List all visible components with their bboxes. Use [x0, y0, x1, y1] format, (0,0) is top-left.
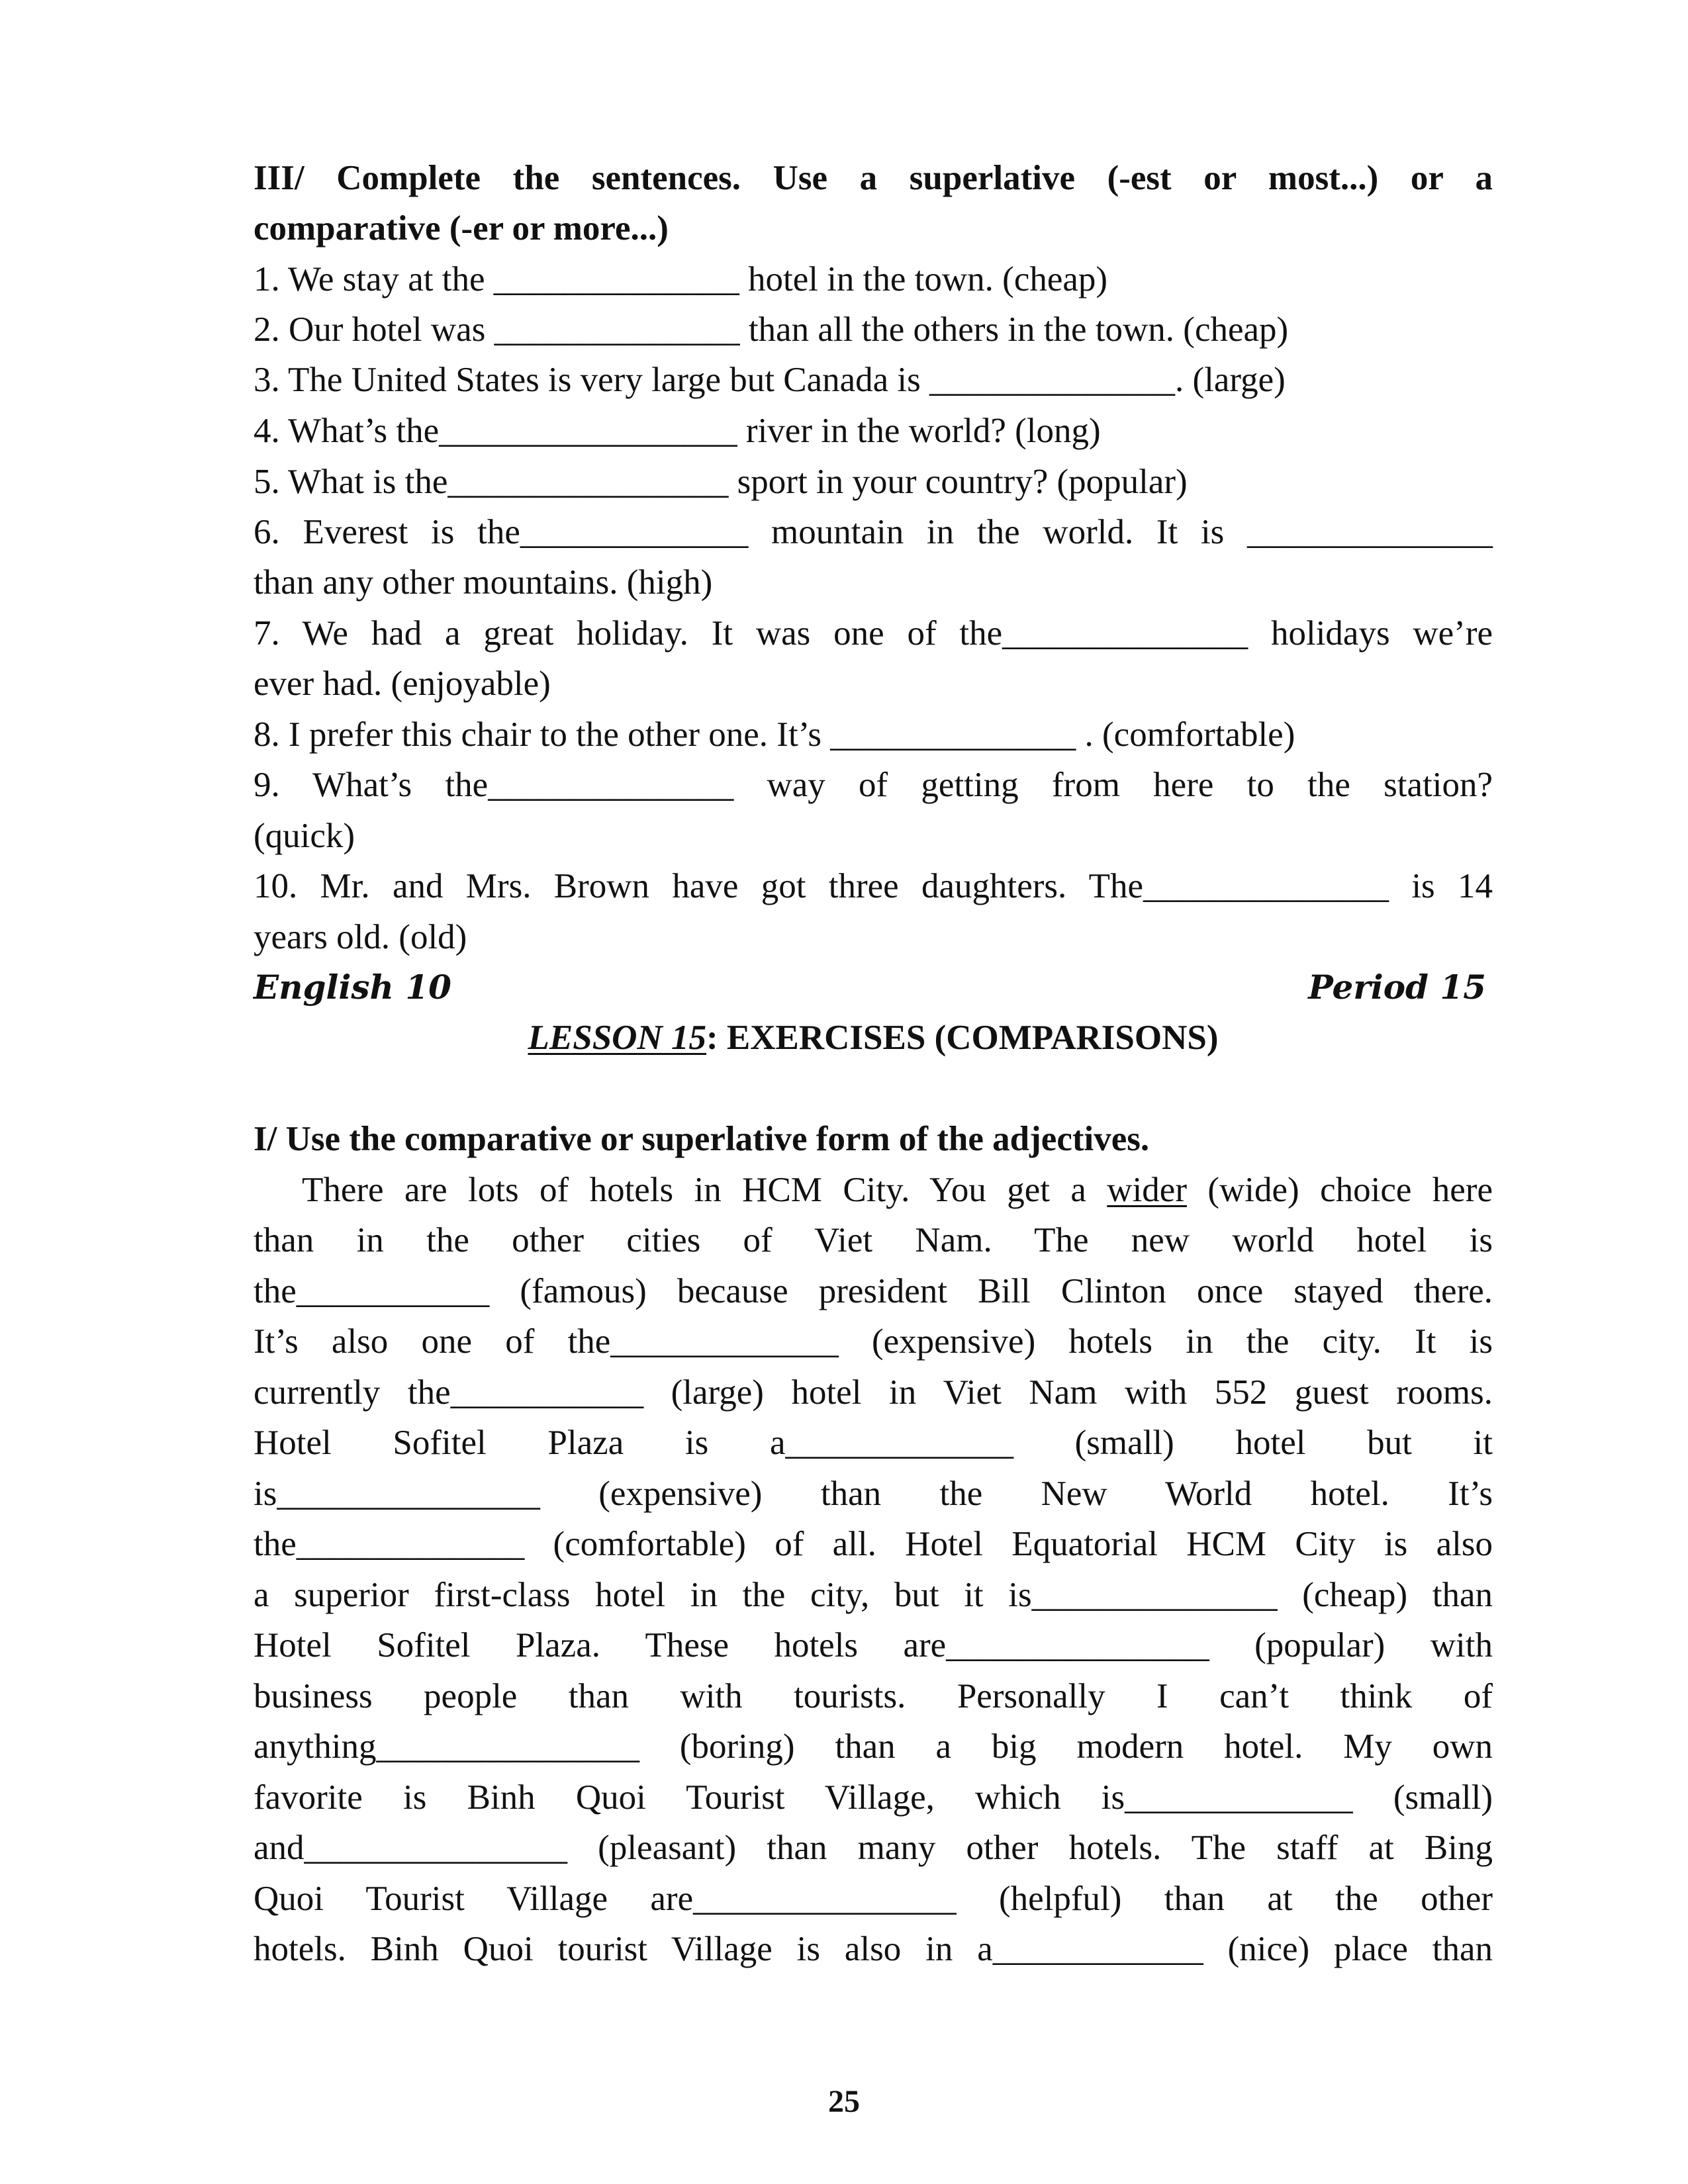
exercise-3-line: 6. Everest is the_____________ mountain in the world. It is ______________	[254, 513, 1493, 551]
section-3-heading-line-1: III/ Complete the sentences. Use a superlative (-est or most...) or a	[254, 159, 1493, 197]
paragraph-line: Quoi Tourist Village are_______________ (helpful) than at the other	[254, 1880, 1493, 1918]
page-number: 25	[828, 2084, 860, 2119]
section-3-heading-line-2: comparative (-er or more...)	[254, 209, 669, 248]
lesson-number: LESSON 15	[528, 1019, 706, 1057]
paragraph-line: anything_______________ (boring) than a big modern hotel. My own	[254, 1727, 1493, 1766]
paragraph-line: hotels. Binh Quoi tourist Village is also in a____________ (nice) place than	[254, 1930, 1493, 1968]
section-1-heading: I/ Use the comparative or superlative form of the adjectives.	[254, 1120, 1150, 1158]
subject-label: English 10	[254, 968, 451, 1007]
exercise-3-line: 4. What’s the_________________ river in the world? (long)	[254, 412, 1101, 450]
paragraph-line: It’s also one of the_____________ (expensive) hotels in the city. It is	[254, 1322, 1493, 1361]
example-answer: wider	[1107, 1171, 1187, 1209]
paragraph-first-line	[302, 1169, 1493, 1211]
paragraph-line: and_______________ (pleasant) than many other hotels. The staff at Bing	[254, 1829, 1493, 1867]
paragraph-line: than in the other cities of Viet Nam. The new world hotel is	[254, 1221, 1493, 1259]
exercise-3-line: 2. Our hotel was ______________ than all the others in the town. (cheap)	[254, 310, 1289, 349]
lesson-title	[254, 1017, 1493, 1059]
exercise-3-line: 3. The United States is very large but Canada is ______________. (large)	[254, 361, 1286, 399]
paragraph-line: business people than with tourists. Personally I can’t think of	[254, 1677, 1493, 1715]
page-header	[254, 966, 1493, 1009]
exercise-3-line: 10. Mr. and Mrs. Brown have got three daughters. The______________ is 14	[254, 867, 1493, 905]
exercise-3-line: 9. What’s the______________ way of getting from here to the station?	[254, 766, 1493, 804]
exercise-3-line: years old. (old)	[254, 918, 467, 956]
period-label: Period 15	[1308, 968, 1486, 1007]
text-run: (wide) choice here	[1186, 1171, 1493, 1209]
text-run: There are lots of hotels in HCM City. You get a	[302, 1171, 1107, 1209]
paragraph-line: currently the___________ (large) hotel in Viet Nam with 552 guest rooms.	[254, 1373, 1493, 1412]
exercise-3-line: 5. What is the________________ sport in your country? (popular)	[254, 463, 1188, 501]
paragraph-line: Hotel Sofitel Plaza is a_____________ (small) hotel but it	[254, 1424, 1493, 1462]
paragraph-line: the_____________ (comfortable) of all. Hotel Equatorial HCM City is also	[254, 1525, 1493, 1563]
paragraph-line: favorite is Binh Quoi Tourist Village, which is_____________ (small)	[254, 1778, 1493, 1817]
paragraph-line: Hotel Sofitel Plaza. These hotels are_______________ (popular) with	[254, 1626, 1493, 1664]
exercise-3-line: 8. I prefer this chair to the other one. It’s ______________ . (comfortable)	[254, 715, 1295, 754]
exercise-3-line: ever had. (enjoyable)	[254, 664, 551, 703]
exercise-3-line: (quick)	[254, 817, 355, 855]
paragraph-line: a superior first-class hotel in the city, but it is______________ (cheap) than	[254, 1576, 1493, 1614]
paragraph-line: is_______________ (expensive) than the New World hotel. It’s	[254, 1475, 1493, 1513]
paragraph-line: the___________ (famous) because president Bill Clinton once stayed there.	[254, 1272, 1493, 1310]
exercise-3-line: 7. We had a great holiday. It was one of the______________ holidays we’re	[254, 614, 1493, 653]
exercise-3-line: 1. We stay at the ______________ hotel in the town. (cheap)	[254, 260, 1108, 298]
lesson-name: : EXERCISES (COMPARISONS)	[706, 1019, 1219, 1057]
exercise-3-line: than any other mountains. (high)	[254, 563, 713, 602]
